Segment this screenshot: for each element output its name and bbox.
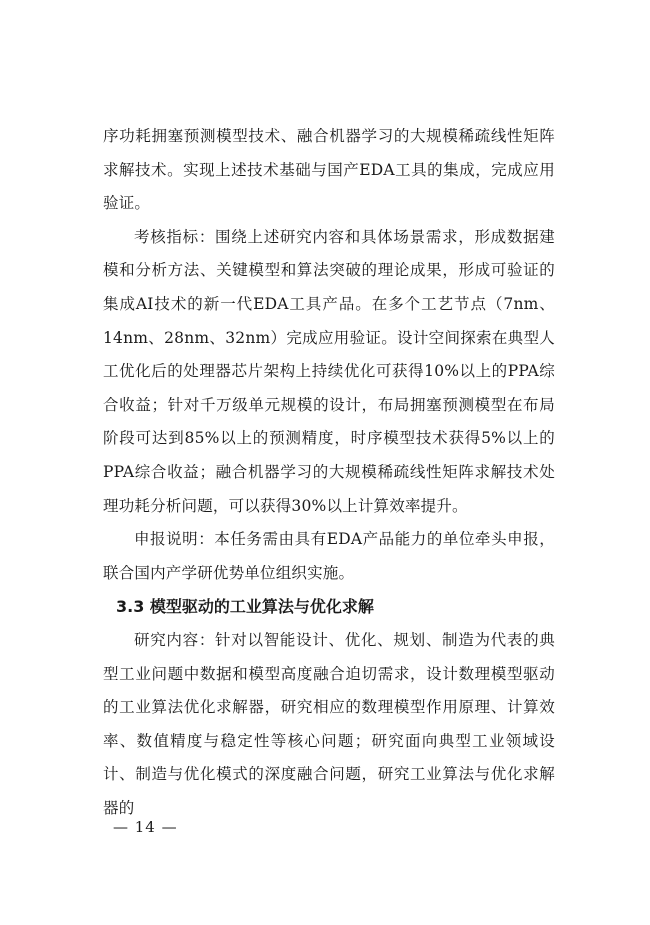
- paragraph-research: 研究内容：针对以智能设计、优化、规划、制造为代表的典型工业问题中数据和模型高度融合迫切需求，设计数理模型驱动的工业算法优化求解器，研究相应的数理模型作用原理、计算效率、数值精度与稳定性等核心问题；研究面向典型工业领域设计、制造与优化模式的深度融合问题，研究工业算法与优化求解器的: [103, 630, 555, 817]
- page-content: [103, 120, 555, 825]
- paragraph-application: 申报说明：本任务需由具有EDA产品能力的单位牵头申报，联合国内产学研优势单位组织实施。: [103, 530, 555, 582]
- section-heading: 3.3 模型驱动的工业算法与优化求解: [116, 597, 374, 617]
- paragraph-intro: 序功耗拥塞预测模型技术、融合机器学习的大规模稀疏线性矩阵求解技术。实现上述技术基础与国产EDA工具的集成，完成应用验证。: [103, 127, 555, 213]
- paragraph-assessment: 考核指标：围绕上述研究内容和具体场景需求，形成数据建模和分析方法、关键模型和算法突破的理论成果，形成可验证的集成AI技术的新一代EDA工具产品。在多个工艺节点（7nm、14nm、28nm、32nm）完成应用验证。设计空间探索在典型人工优化后的处理器芯片架构上持续优化可获得10%以上的PPA综合收益；针对千万级单元规模的设计，布局拥塞预测模型在布局阶段可达到85%以上的预测精度，时序模型技术获得5%以上的PPA综合收益；融合机器学习的大规模稀疏线性矩阵求解技术处理功耗分析问题，可以获得30%以上计算效率提升。: [103, 227, 555, 515]
- page-number: — 14 —: [113, 818, 178, 836]
